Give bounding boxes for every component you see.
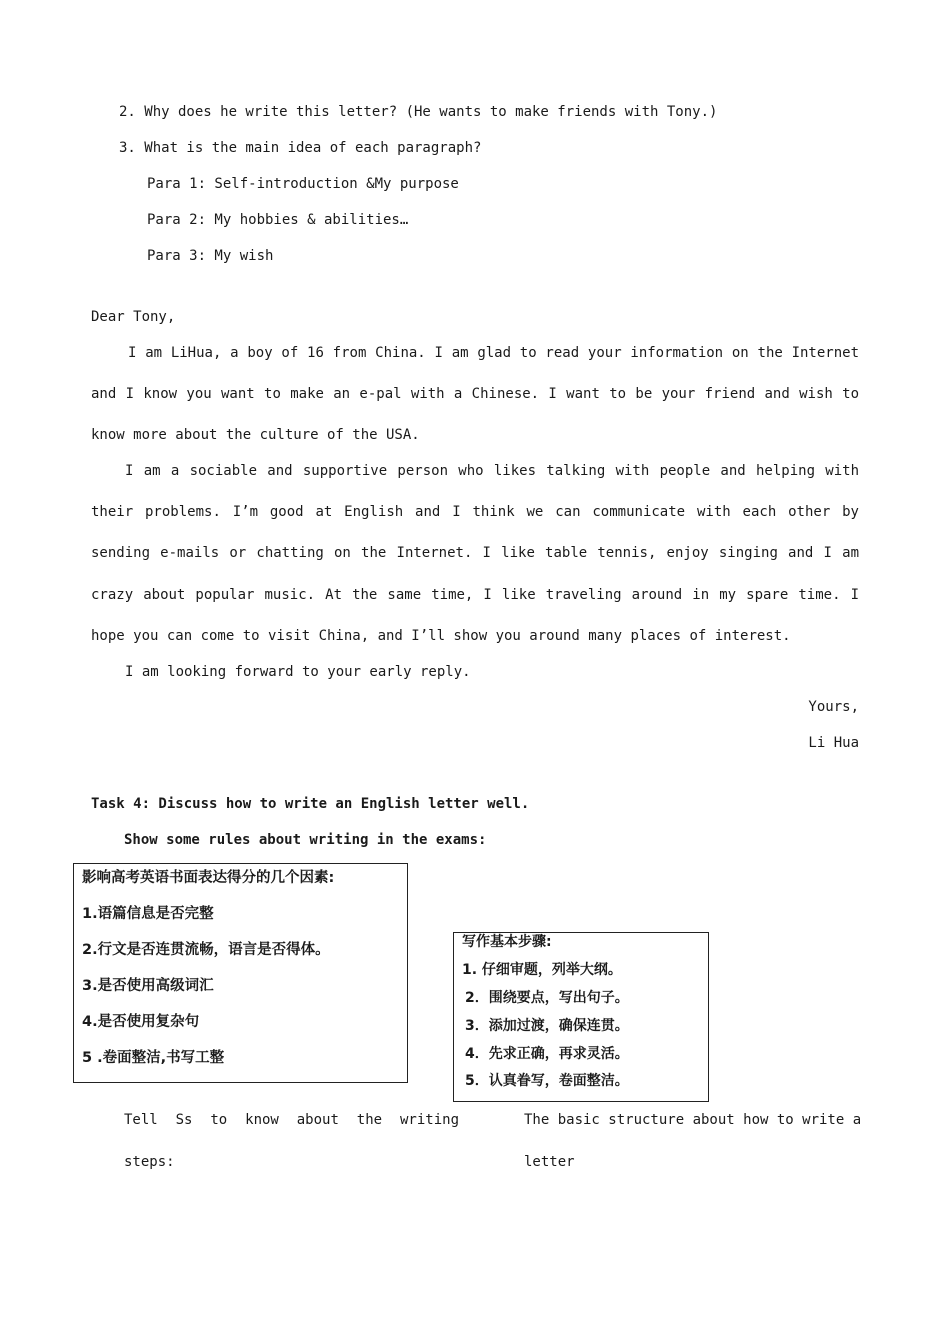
steps-item: 1. 仔细审题，列举大纲。 bbox=[462, 962, 622, 978]
factors-item: 2.行文是否连贯流畅，语言是否得体。 bbox=[82, 942, 330, 958]
steps-title: 写作基本步骤: bbox=[462, 934, 552, 950]
letter-p1-line-3: know more about the culture of the USA. bbox=[91, 427, 420, 443]
letter-salutation: Dear Tony, bbox=[91, 309, 176, 325]
letter-p3: I am looking forward to your early reply. bbox=[125, 664, 471, 680]
factors-item: 4.是否使用复杂句 bbox=[82, 1014, 200, 1030]
letter-signature: Li Hua bbox=[808, 735, 859, 751]
letter-p2-line-1: I am a sociable and supportive person who likes talking with people and helping with bbox=[125, 463, 859, 479]
question-2: 2. Why does he write this letter? (He wants to make friends with Tony.) bbox=[119, 104, 718, 120]
question-3: 3. What is the main idea of each paragraph? bbox=[119, 140, 482, 156]
steps-item: 4．先求正确，再求灵活。 bbox=[465, 1046, 629, 1062]
letter-p1-line-2: and I know you want to make an e-pal with a Chinese. I want to be your friend and wish to bbox=[91, 386, 859, 402]
steps-item: 3．添加过渡，确保连贯。 bbox=[465, 1018, 629, 1034]
letter-p2-line-5: hope you can come to visit China, and I’ll show you around many places of interest. bbox=[91, 628, 791, 644]
writing-steps-line-2: steps: bbox=[124, 1154, 175, 1170]
letter-structure-line-2: letter bbox=[524, 1154, 575, 1170]
letter-p2-line-3: sending e-mails or chatting on the Internet. I like table tennis, enjoy singing and I am bbox=[91, 545, 859, 561]
letter-p2-line-4: crazy about popular music. At the same time, I like traveling around in my spare time. I bbox=[91, 587, 859, 603]
steps-item: 2．围绕要点，写出句子。 bbox=[465, 990, 629, 1006]
factors-box bbox=[73, 863, 408, 1083]
rules-intro: Show some rules about writing in the exams: bbox=[124, 832, 487, 848]
writing-steps-line-1: Tell Ss to know about the writing bbox=[124, 1112, 459, 1128]
letter-closing: Yours, bbox=[808, 699, 859, 715]
factors-title: 影响高考英语书面表达得分的几个因素: bbox=[82, 870, 335, 886]
factors-item: 1.语篇信息是否完整 bbox=[82, 906, 214, 922]
letter-p1-line-1: I am LiHua, a boy of 16 from China. I am glad to read your information on the Internet bbox=[128, 345, 859, 361]
letter-p2-line-2: their problems. I’m good at English and I think we can communicate with each other by bbox=[91, 504, 859, 520]
para-3-idea: Para 3: My wish bbox=[147, 248, 274, 264]
factors-item: 3.是否使用高级词汇 bbox=[82, 978, 214, 994]
para-1-idea: Para 1: Self-introduction &My purpose bbox=[147, 176, 459, 192]
para-2-idea: Para 2: My hobbies & abilities… bbox=[147, 212, 409, 228]
steps-item: 5．认真眷写，卷面整洁。 bbox=[465, 1073, 629, 1089]
steps-box bbox=[453, 932, 709, 1102]
task4-heading: Task 4: Discuss how to write an English letter well. bbox=[91, 796, 530, 812]
factors-item: 5 .卷面整洁,书写工整 bbox=[82, 1050, 225, 1066]
letter-structure-line-1: The basic structure about how to write a bbox=[524, 1112, 862, 1128]
